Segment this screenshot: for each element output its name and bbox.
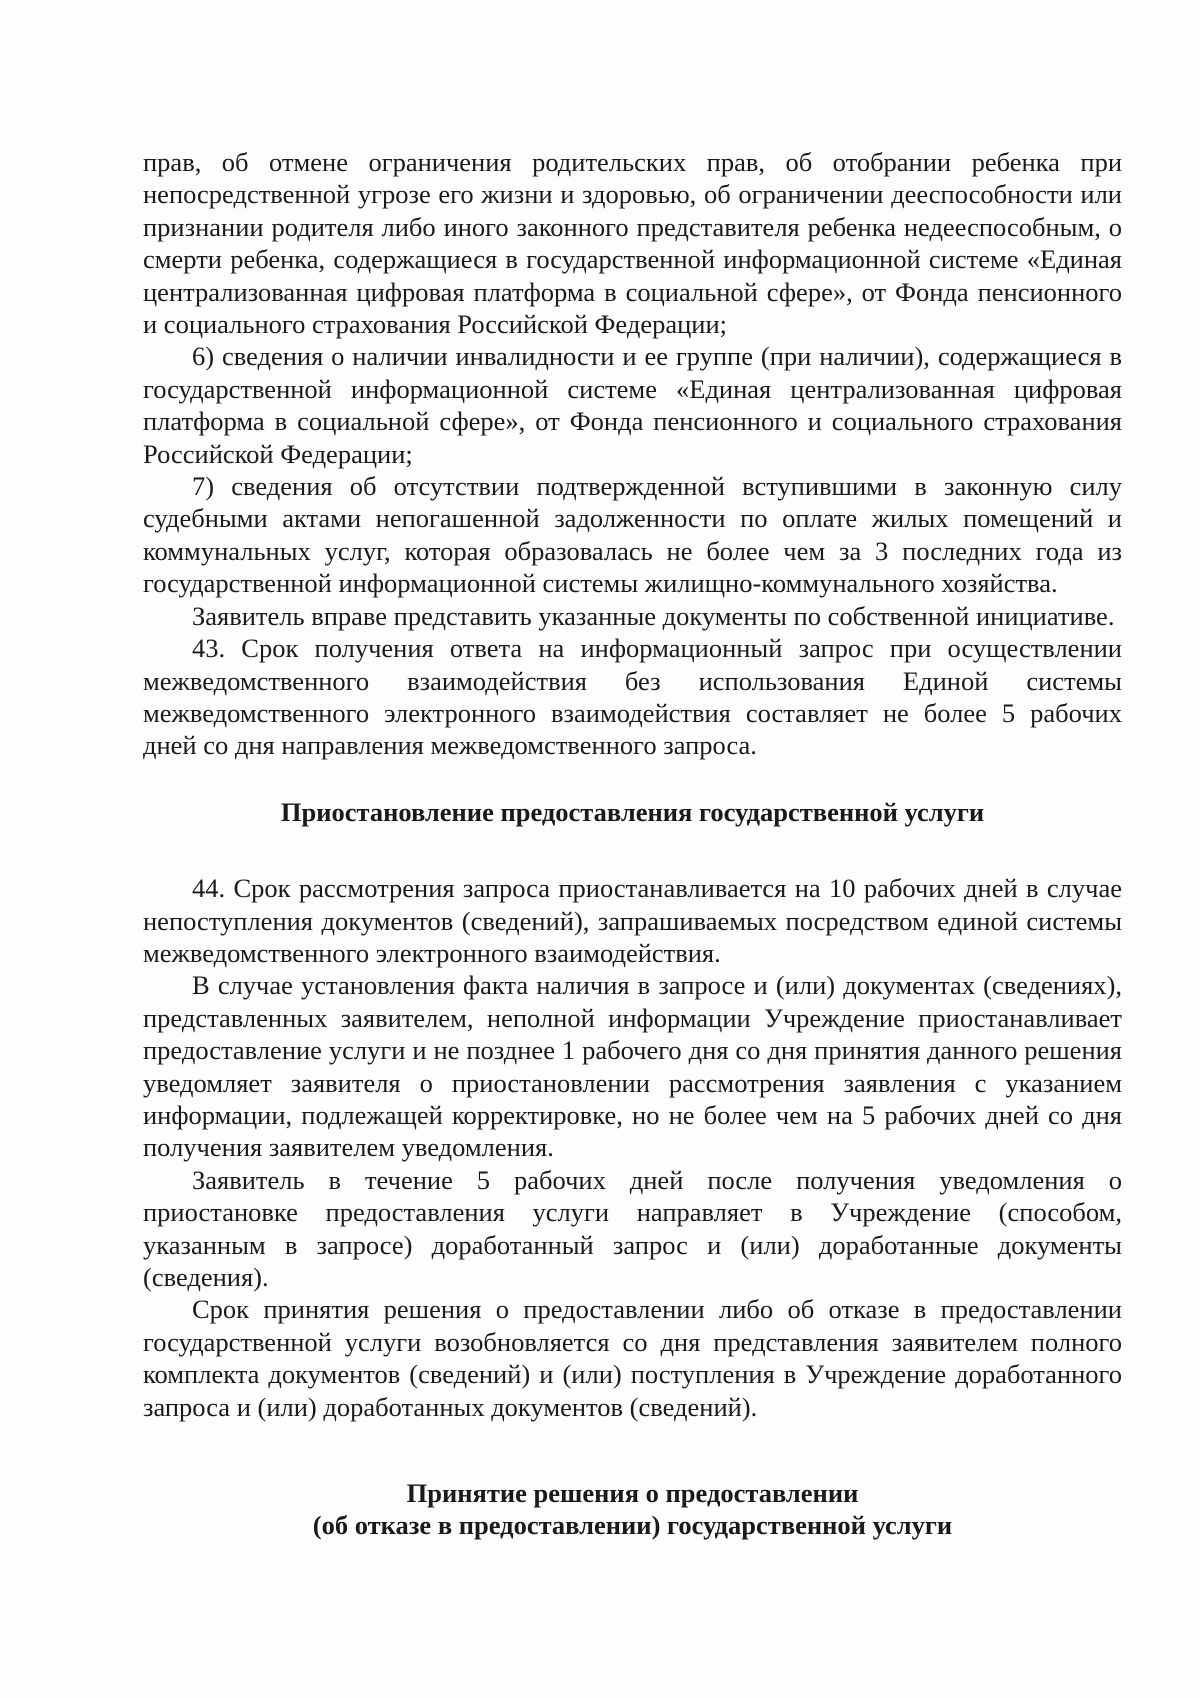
paragraph-item-6: 6) сведения о наличии инвалидности и ее группе (при наличии), содержащиеся в государственной информационной системе «Единая централизованная цифровая платформа в социальной сфере», от Фонда пенсионного и социального страхования Российской Федерации; [143, 341, 1122, 469]
section-heading-decision-line-1: Принятие решения о предоставлении [406, 1478, 859, 1509]
paragraph-applicant-right: Заявитель вправе представить указанные документы по собственной инициативе. [192, 600, 1115, 631]
paragraph-term-resumed: Срок принятия решения о предоставлении либо об отказе в предоставлении государственной услуги возобновляется со дня представления заявителем полного комплекта документов (сведений) и (или) поступления в Учреждение доработанного запроса и (или) доработанных документов (сведений). [143, 1294, 1122, 1422]
section-heading-decision [143, 1477, 1122, 1542]
paragraph-item-7: 7) сведения об отсутствии подтвержденной вступившими в законную силу судебными актами непогашенной задолженности по оплате жилых помещений и коммунальных услуг, которая образовалась не более чем за 3 последних года из государственной информационной системы жилищно-коммунального хозяйства. [143, 471, 1122, 599]
paragraph-43: 43. Срок получения ответа на информационный запрос при осуществлении межведомственного взаимодействия без использования Единой системы межведомственного электронного взаимодействия составляет не более 5 рабочих дней со дня направления межведомственного запроса. [143, 633, 1122, 761]
paragraph-incomplete-info: В случае установления факта наличия в запросе и (или) документах (сведениях), представленных заявителем, неполной информации Учреждение приостанавливает предоставление услуги и не позднее 1 рабочего дня со дня принятия данного решения уведомляет заявителя о приостановлении рассмотрения заявления с указанием информации, подлежащей корректировке, но не более чем на 5 рабочих дней со дня получения заявителем уведомления. [143, 970, 1122, 1163]
section-heading-decision-line-2: (об отказе в предоставлении) государственной услуги [312, 1510, 953, 1541]
section-heading-suspension: Приостановление предоставления государственной услуги [280, 796, 985, 827]
paragraph-applicant-resubmit: Заявитель в течение 5 рабочих дней после получения уведомления о приостановке предоставления услуги направляет в Учреждение (способом, указанным в запросе) доработанный запрос и (или) доработанные документы (сведения). [143, 1164, 1122, 1292]
paragraph-continuation: прав, об отмене ограничения родительских прав, об отобрании ребенка при непосредственной угрозе его жизни и здоровью, об ограничении дееспособности или признании родителя либо иного законного представителя ребенка недееспособным, о смерти ребенка, содержащиеся в государственной информационной системе «Единая централизованная цифровая платформа в социальной сфере», от Фонда пенсионного и социального страхования Российской Федерации; [143, 147, 1122, 340]
paragraph-44: 44. Срок рассмотрения запроса приостанавливается на 10 рабочих дней в случае непоступления документов (сведений), запрашиваемых посредством единой системы межведомственного электронного взаимодействия. [143, 873, 1122, 968]
